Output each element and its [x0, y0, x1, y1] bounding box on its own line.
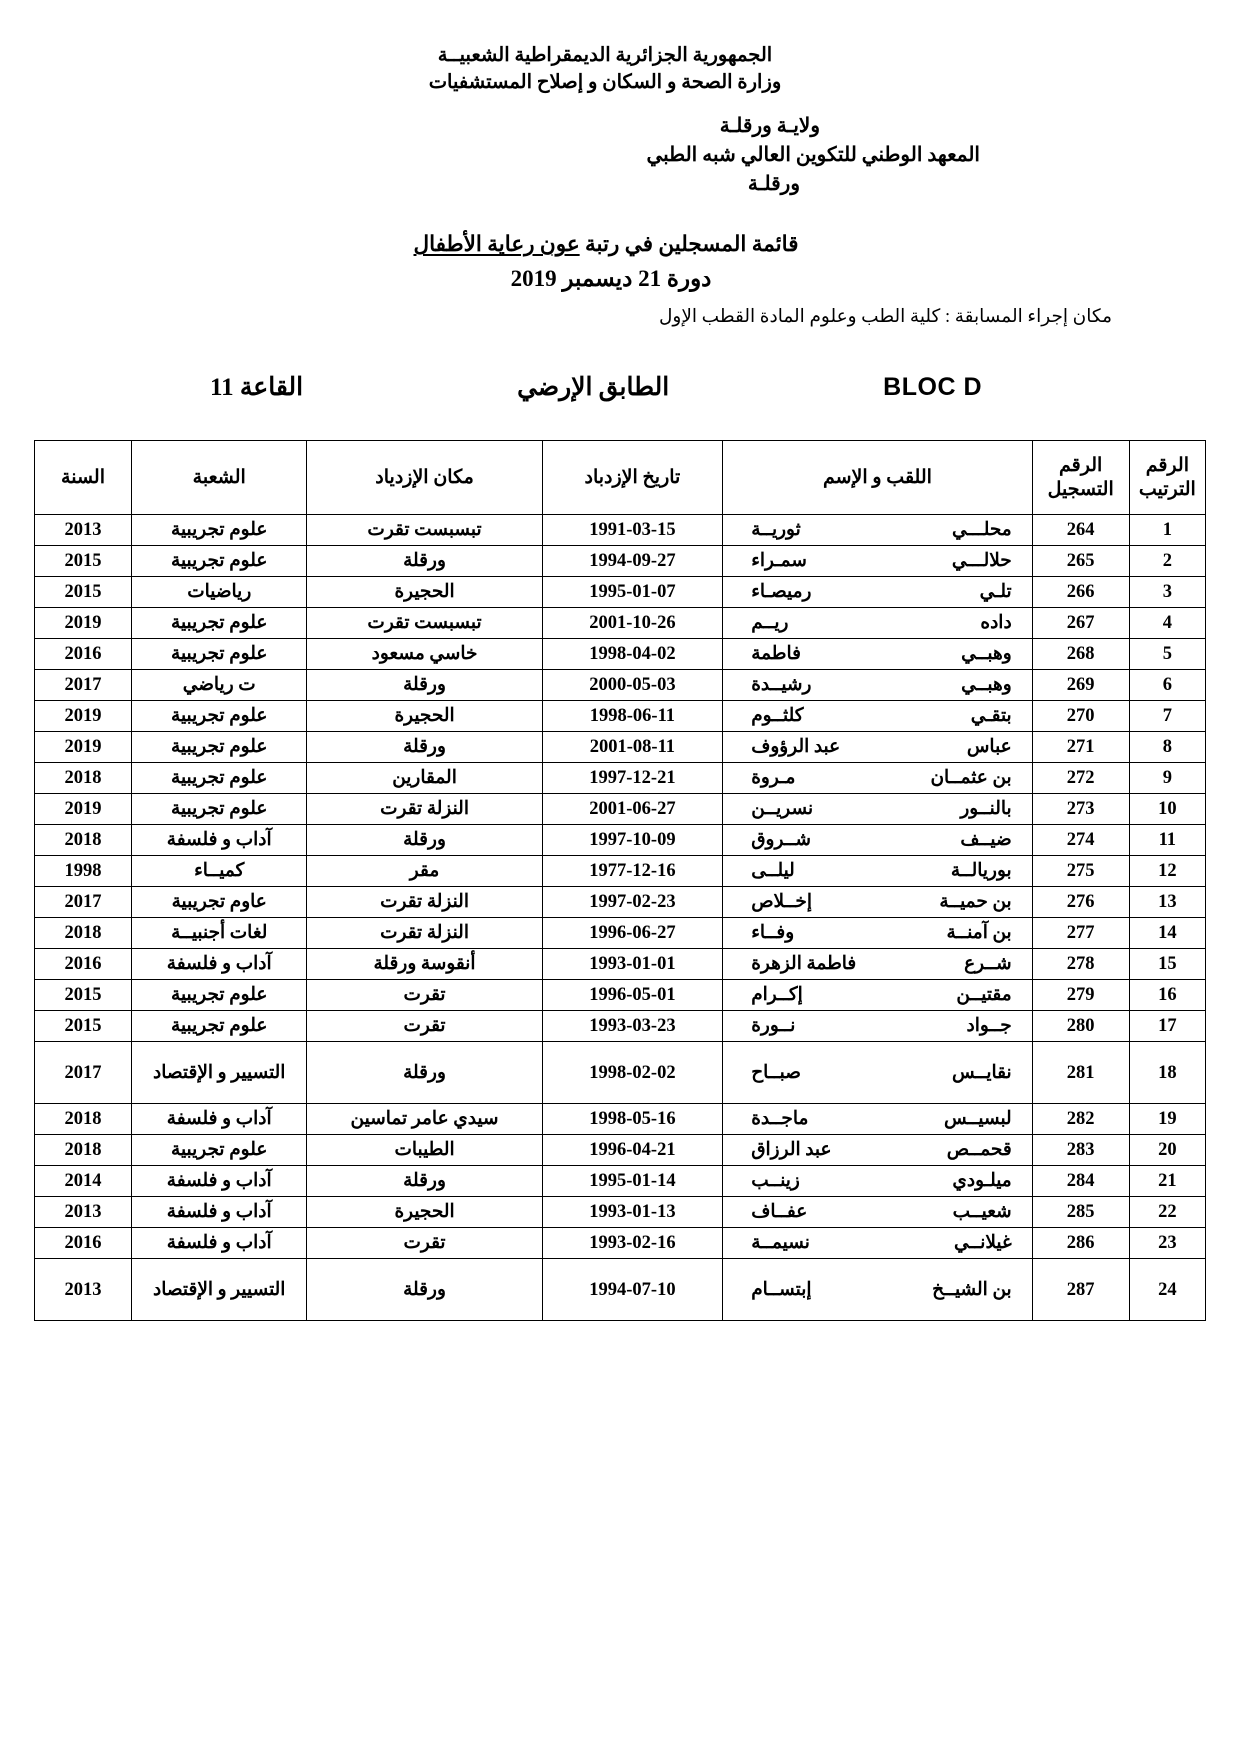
cell-year: 2016 — [35, 1228, 132, 1259]
cell-first-name: شــروق — [751, 830, 812, 850]
cell-birth-place: الحجيرة — [307, 1197, 542, 1228]
cell-registration: 268 — [1032, 639, 1129, 670]
table-row — [35, 1259, 1206, 1321]
cell-registration: 267 — [1032, 608, 1129, 639]
cell-branch: رياضيات — [132, 577, 307, 608]
cell-branch: آداب و فلسفة — [132, 825, 307, 856]
cell-rank: 13 — [1129, 887, 1205, 918]
cell-registration: 276 — [1032, 887, 1129, 918]
institute-city: ورقلـة — [747, 173, 800, 195]
cell-branch: آداب و فلسفة — [132, 1228, 307, 1259]
cell-last-name: نقايــس — [951, 1062, 1012, 1083]
cell-last-name: بن آمنــة — [946, 923, 1012, 943]
cell-rank: 15 — [1129, 949, 1205, 980]
header-birth-date: تاريخ الإزدباد — [542, 441, 723, 515]
cell-branch: آداب و فلسفة — [132, 1166, 307, 1197]
cell-rank: 14 — [1129, 918, 1205, 949]
cell-registration: 274 — [1032, 825, 1129, 856]
cell-birth-date: 1998-05-16 — [542, 1104, 723, 1135]
table-row — [35, 670, 1206, 701]
table-row — [35, 763, 1206, 794]
cell-branch: علوم تجريبية — [132, 763, 307, 794]
cell-first-name: مـروة — [751, 768, 796, 788]
registrants-table — [34, 440, 1206, 1321]
cell-registration: 285 — [1032, 1197, 1129, 1228]
cell-rank: 22 — [1129, 1197, 1205, 1228]
cell-registration: 265 — [1032, 546, 1129, 577]
cell-birth-date: 1996-05-01 — [542, 980, 723, 1011]
cell-registration: 271 — [1032, 732, 1129, 763]
cell-birth-place: تقرت — [307, 1228, 542, 1259]
table-row — [35, 918, 1206, 949]
cell-year: 2014 — [35, 1166, 132, 1197]
table-body — [35, 515, 1206, 1321]
institute-header — [0, 112, 1240, 199]
cell-name — [723, 546, 1033, 577]
header-registration: الرقم التسجيل — [1032, 441, 1129, 515]
cell-year: 2018 — [35, 918, 132, 949]
table-row — [35, 639, 1206, 670]
cell-birth-date: 1977-12-16 — [542, 856, 723, 887]
cell-year: 1998 — [35, 856, 132, 887]
cell-registration: 275 — [1032, 856, 1129, 887]
cell-rank: 6 — [1129, 670, 1205, 701]
cell-first-name: إبتســام — [751, 1279, 812, 1300]
cell-last-name: بتقـي — [970, 706, 1012, 726]
cell-last-name: شــرع — [964, 954, 1012, 974]
cell-first-name: ماجــدة — [751, 1109, 809, 1129]
cell-birth-place: الطيبات — [307, 1135, 542, 1166]
cell-last-name: قحمــص — [946, 1140, 1012, 1160]
cell-name — [723, 949, 1033, 980]
table-row — [35, 825, 1206, 856]
cell-birth-place: ورقلة — [307, 825, 542, 856]
cell-name — [723, 1259, 1033, 1321]
cell-rank: 19 — [1129, 1104, 1205, 1135]
cell-first-name: فاطمة الزهرة — [751, 954, 857, 974]
cell-registration: 284 — [1032, 1166, 1129, 1197]
cell-registration: 278 — [1032, 949, 1129, 980]
cell-rank: 24 — [1129, 1259, 1205, 1321]
table-row — [35, 608, 1206, 639]
cell-last-name: حلالـــي — [951, 551, 1012, 571]
cell-branch: آداب و فلسفة — [132, 1104, 307, 1135]
cell-year: 2017 — [35, 670, 132, 701]
cell-year: 2018 — [35, 1104, 132, 1135]
cell-birth-place: ورقلة — [307, 670, 542, 701]
cell-first-name: رشيــدة — [751, 675, 812, 695]
cell-year: 2015 — [35, 546, 132, 577]
cell-birth-place: ورقلة — [307, 1259, 542, 1321]
cell-name — [723, 1166, 1033, 1197]
cell-birth-place: سيدي عامر تماسين — [307, 1104, 542, 1135]
cell-registration: 283 — [1032, 1135, 1129, 1166]
cell-branch: علوم تجريبية — [132, 794, 307, 825]
cell-branch: لغات أجنبيــة — [132, 918, 307, 949]
cell-birth-place: النزلة تقرت — [307, 918, 542, 949]
cell-name — [723, 670, 1033, 701]
table-row — [35, 856, 1206, 887]
cell-year: 2013 — [35, 515, 132, 546]
table-row — [35, 577, 1206, 608]
cell-rank: 20 — [1129, 1135, 1205, 1166]
cell-name — [723, 856, 1033, 887]
cell-name — [723, 763, 1033, 794]
table-row — [35, 949, 1206, 980]
table-row — [35, 1228, 1206, 1259]
cell-rank: 18 — [1129, 1042, 1205, 1104]
cell-birth-date: 2001-10-26 — [542, 608, 723, 639]
cell-birth-date: 1993-01-01 — [542, 949, 723, 980]
cell-birth-date: 2000-05-03 — [542, 670, 723, 701]
cell-registration: 286 — [1032, 1228, 1129, 1259]
cell-birth-place: المقارين — [307, 763, 542, 794]
cell-year: 2013 — [35, 1259, 132, 1321]
cell-year: 2019 — [35, 608, 132, 639]
cell-last-name: مقتيــن — [956, 985, 1012, 1005]
cell-registration: 269 — [1032, 670, 1129, 701]
cell-year: 2018 — [35, 1135, 132, 1166]
cell-first-name: ثوريــة — [751, 520, 801, 540]
republic-line-1: الجمهورية الجزائرية الديمقراطية الشعبيــة — [437, 45, 773, 66]
cell-name — [723, 1011, 1033, 1042]
cell-name — [723, 825, 1033, 856]
cell-first-name: عبد الرؤوف — [751, 737, 841, 757]
cell-birth-place: مقر — [307, 856, 542, 887]
title-prefix: قائمة المسجلين في رتبة — [579, 232, 799, 256]
table-header-row — [35, 441, 1206, 515]
cell-branch: كميــاء — [132, 856, 307, 887]
cell-rank: 21 — [1129, 1166, 1205, 1197]
bloc-label: BLOC D — [883, 373, 982, 401]
cell-last-name: وهبــي — [961, 675, 1012, 695]
cell-first-name: زينــب — [751, 1171, 800, 1191]
cell-birth-date: 1994-09-27 — [542, 546, 723, 577]
cell-rank: 5 — [1129, 639, 1205, 670]
cell-first-name: نسريــن — [751, 799, 814, 819]
cell-first-name: ليلــى — [751, 861, 795, 881]
floor-label: الطابق الإرضي — [517, 374, 670, 401]
table-row — [35, 1135, 1206, 1166]
cell-year: 2017 — [35, 887, 132, 918]
cell-branch: علوم تجريبية — [132, 980, 307, 1011]
cell-birth-place: ورقلة — [307, 1166, 542, 1197]
cell-first-name: فاطمة — [751, 644, 802, 664]
header-birth-place: مكان الإزدياد — [307, 441, 542, 515]
cell-last-name: ميلـودي — [952, 1171, 1012, 1191]
cell-birth-date: 1997-12-21 — [542, 763, 723, 794]
cell-last-name: جــواد — [966, 1016, 1012, 1036]
cell-rank: 12 — [1129, 856, 1205, 887]
cell-registration: 279 — [1032, 980, 1129, 1011]
table-row — [35, 732, 1206, 763]
cell-branch: التسيير و الإقتصاد — [132, 1259, 307, 1321]
cell-branch: علوم تجريبية — [132, 1135, 307, 1166]
cell-rank: 7 — [1129, 701, 1205, 732]
cell-rank: 1 — [1129, 515, 1205, 546]
cell-branch: آداب و فلسفة — [132, 949, 307, 980]
cell-birth-place: الحجيرة — [307, 577, 542, 608]
cell-registration: 282 — [1032, 1104, 1129, 1135]
header-rank: الرقم الترتيب — [1129, 441, 1205, 515]
table-row — [35, 1011, 1206, 1042]
cell-name — [723, 1228, 1033, 1259]
cell-last-name: بن حميــة — [939, 892, 1012, 912]
cell-first-name: نسيمــة — [751, 1233, 810, 1253]
table-row — [35, 1042, 1206, 1104]
table-row — [35, 701, 1206, 732]
cell-name — [723, 980, 1033, 1011]
cell-registration: 281 — [1032, 1042, 1129, 1104]
table-row — [35, 794, 1206, 825]
institute-name: المعهد الوطني للتكوين العالي شبه الطبي — [646, 144, 980, 166]
cell-rank: 9 — [1129, 763, 1205, 794]
cell-name — [723, 1042, 1033, 1104]
cell-birth-date: 1991-03-15 — [542, 515, 723, 546]
cell-last-name: داده — [980, 613, 1012, 633]
cell-branch: ت رياضي — [132, 670, 307, 701]
cell-rank: 17 — [1129, 1011, 1205, 1042]
cell-birth-date: 1994-07-10 — [542, 1259, 723, 1321]
header-name: اللقب و الإسم — [723, 441, 1033, 515]
cell-birth-date: 1997-10-09 — [542, 825, 723, 856]
cell-name — [723, 1135, 1033, 1166]
cell-name — [723, 732, 1033, 763]
cell-rank: 8 — [1129, 732, 1205, 763]
cell-name — [723, 577, 1033, 608]
cell-birth-date: 1993-01-13 — [542, 1197, 723, 1228]
cell-rank: 10 — [1129, 794, 1205, 825]
cell-registration: 287 — [1032, 1259, 1129, 1321]
cell-first-name: ريــم — [751, 613, 789, 633]
cell-branch: علوم تجريبية — [132, 732, 307, 763]
cell-name — [723, 639, 1033, 670]
cell-rank: 4 — [1129, 608, 1205, 639]
cell-first-name: سمـراء — [751, 551, 807, 571]
hall-label: القاعة 11 — [210, 374, 304, 401]
cell-birth-date: 1993-02-16 — [542, 1228, 723, 1259]
cell-birth-date: 1997-02-23 — [542, 887, 723, 918]
cell-registration: 272 — [1032, 763, 1129, 794]
cell-registration: 277 — [1032, 918, 1129, 949]
cell-last-name: لبسيــس — [943, 1109, 1012, 1129]
cell-year: 2019 — [35, 701, 132, 732]
cell-birth-place: ورقلة — [307, 1042, 542, 1104]
title-block — [0, 229, 1240, 295]
cell-year: 2019 — [35, 794, 132, 825]
cell-birth-date: 1998-04-02 — [542, 639, 723, 670]
cell-birth-place: تبسبست تقرت — [307, 608, 542, 639]
cell-last-name: عباس — [966, 737, 1012, 757]
cell-branch: علوم تجريبية — [132, 701, 307, 732]
header-year: السنة — [35, 441, 132, 515]
cell-last-name: بالنــور — [960, 799, 1012, 819]
cell-branch: التسيير و الإقتصاد — [132, 1042, 307, 1104]
cell-birth-date: 1995-01-07 — [542, 577, 723, 608]
cell-birth-place: خاسي مسعود — [307, 639, 542, 670]
cell-rank: 3 — [1129, 577, 1205, 608]
cell-name — [723, 794, 1033, 825]
cell-last-name: ضيــف — [960, 830, 1012, 850]
cell-last-name: محلـــي — [952, 520, 1012, 540]
cell-name — [723, 1197, 1033, 1228]
page-title — [0, 229, 1212, 259]
table-row — [35, 1104, 1206, 1135]
venue-label: مكان إجراء المسابقة : كلية الطب وعلوم المادة القطب الإول — [658, 307, 1112, 327]
cell-birth-date: 1998-02-02 — [542, 1042, 723, 1104]
cell-last-name: غيلانــي — [953, 1233, 1012, 1253]
cell-year: 2016 — [35, 639, 132, 670]
session-label: دورة 21 ديسمبر 2019 — [510, 266, 712, 291]
table-row — [35, 546, 1206, 577]
cell-first-name: كلثــوم — [751, 706, 804, 726]
cell-birth-date: 1993-03-23 — [542, 1011, 723, 1042]
cell-birth-place: النزلة تقرت — [307, 794, 542, 825]
table-row — [35, 1197, 1206, 1228]
cell-branch: علوم تجريبية — [132, 639, 307, 670]
cell-year: 2018 — [35, 825, 132, 856]
cell-rank: 23 — [1129, 1228, 1205, 1259]
cell-year: 2015 — [35, 577, 132, 608]
cell-name — [723, 918, 1033, 949]
cell-last-name: وهبــي — [961, 644, 1012, 664]
table-row — [35, 887, 1206, 918]
cell-rank: 16 — [1129, 980, 1205, 1011]
header-branch: الشعبة — [132, 441, 307, 515]
cell-first-name: صبــاح — [751, 1062, 801, 1083]
cell-branch: علوم تجريبية — [132, 608, 307, 639]
cell-birth-date: 1996-04-21 — [542, 1135, 723, 1166]
cell-last-name: بن عثمــان — [930, 768, 1012, 788]
republic-header — [0, 0, 1210, 96]
cell-rank: 2 — [1129, 546, 1205, 577]
table-header — [35, 441, 1206, 515]
cell-branch: علوم تجريبية — [132, 1011, 307, 1042]
cell-year: 2015 — [35, 1011, 132, 1042]
cell-birth-place: تقرت — [307, 980, 542, 1011]
title-rank-underlined: عون رعاية الأطفال — [413, 232, 580, 256]
cell-registration: 266 — [1032, 577, 1129, 608]
cell-year: 2019 — [35, 732, 132, 763]
wilaya-label: ولايـة ورقلـة — [719, 115, 820, 137]
cell-registration: 273 — [1032, 794, 1129, 825]
cell-year: 2016 — [35, 949, 132, 980]
cell-last-name: شعيــب — [952, 1202, 1012, 1222]
cell-birth-place: تبسبست تقرت — [307, 515, 542, 546]
cell-birth-place: النزلة تقرت — [307, 887, 542, 918]
cell-birth-date: 1995-01-14 — [542, 1166, 723, 1197]
cell-year: 2015 — [35, 980, 132, 1011]
cell-registration: 270 — [1032, 701, 1129, 732]
cell-last-name: بوريالــة — [950, 861, 1012, 881]
cell-name — [723, 515, 1033, 546]
cell-first-name: إخــلاص — [751, 892, 813, 912]
cell-name — [723, 1104, 1033, 1135]
cell-year: 2018 — [35, 763, 132, 794]
cell-last-name: تلـي — [979, 582, 1012, 602]
cell-last-name: بن الشيــخ — [932, 1279, 1012, 1300]
cell-birth-place: ورقلة — [307, 546, 542, 577]
cell-birth-date: 1998-06-11 — [542, 701, 723, 732]
cell-registration: 280 — [1032, 1011, 1129, 1042]
cell-name — [723, 887, 1033, 918]
cell-birth-place: تقرت — [307, 1011, 542, 1042]
cell-birth-place: أنقوسة ورقلة — [307, 949, 542, 980]
cell-branch: علوم تجريبية — [132, 546, 307, 577]
cell-first-name: وفــاء — [751, 923, 795, 943]
room-info-row — [0, 372, 1240, 402]
cell-year: 2013 — [35, 1197, 132, 1228]
cell-birth-date: 2001-08-11 — [542, 732, 723, 763]
cell-name — [723, 608, 1033, 639]
cell-first-name: عبد الرزاق — [751, 1140, 832, 1160]
cell-birth-place: ورقلة — [307, 732, 542, 763]
table-row — [35, 980, 1206, 1011]
cell-registration: 264 — [1032, 515, 1129, 546]
cell-branch: آداب و فلسفة — [132, 1197, 307, 1228]
cell-first-name: رميصـاء — [751, 582, 812, 602]
cell-year: 2017 — [35, 1042, 132, 1104]
cell-first-name: إكــرام — [751, 985, 803, 1005]
republic-line-2: وزارة الصحة و السكان و إصلاح المستشفيات — [428, 72, 782, 93]
cell-birth-place: الحجيرة — [307, 701, 542, 732]
cell-first-name: نــورة — [751, 1016, 796, 1036]
cell-branch: علوم تجريبية — [132, 515, 307, 546]
cell-birth-date: 1996-06-27 — [542, 918, 723, 949]
cell-birth-date: 2001-06-27 — [542, 794, 723, 825]
cell-branch: عاوم تجريبية — [132, 887, 307, 918]
cell-rank: 11 — [1129, 825, 1205, 856]
table-row — [35, 1166, 1206, 1197]
table-row — [35, 515, 1206, 546]
cell-first-name: عفــاف — [751, 1202, 808, 1222]
cell-name — [723, 701, 1033, 732]
